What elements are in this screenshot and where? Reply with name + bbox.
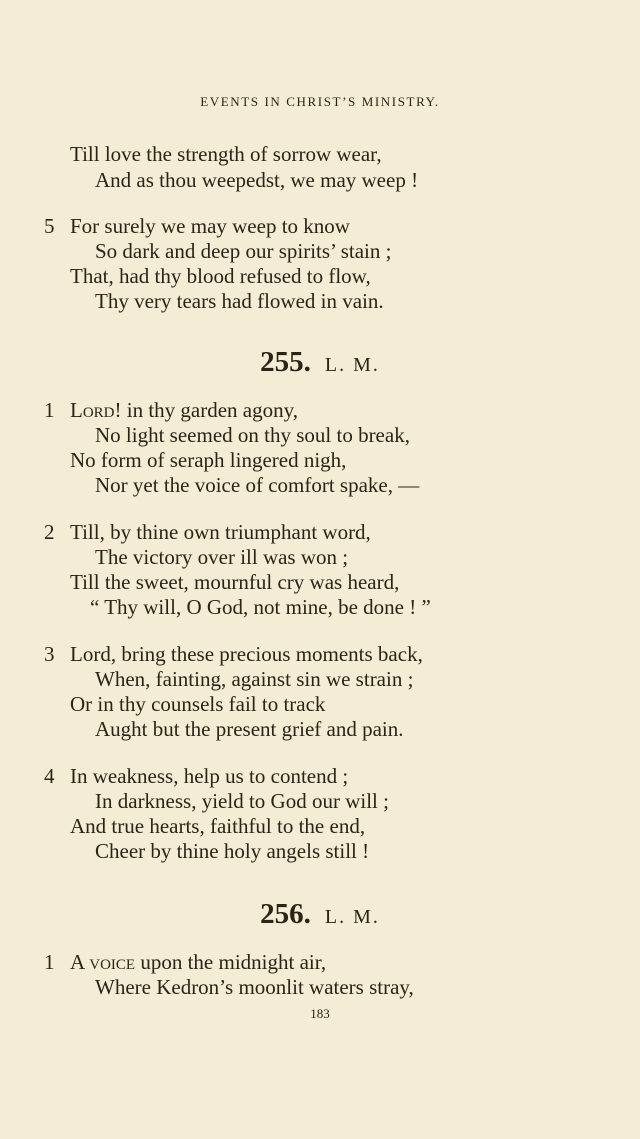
verse-line: No light seemed on thy soul to break, xyxy=(95,423,410,447)
verse-line-rest: ! in thy garden agony, xyxy=(114,398,299,422)
verse-line: And true hearts, faithful to the end, xyxy=(70,814,366,838)
stanza-number: 3 xyxy=(44,642,55,666)
verse-line: The victory over ill was won ; xyxy=(95,545,349,569)
verse-line: Till the sweet, mournful cry was heard, xyxy=(70,570,400,594)
hymn-number: 256. xyxy=(260,898,311,930)
stanza-number: 1 xyxy=(44,950,55,974)
stanza-number: 4 xyxy=(44,764,55,788)
verse-line xyxy=(70,950,326,974)
verse-line: Or in thy counsels fail to track xyxy=(70,692,326,716)
hymn-meter: L. M. xyxy=(324,354,380,376)
verse-line: Where Kedron’s moonlit waters stray, xyxy=(95,975,414,999)
hymn-meter: L. M. xyxy=(324,906,380,928)
verse-line: Thy very tears had flowed in vain. xyxy=(95,289,384,313)
verse-line: When, fainting, against sin we strain ; xyxy=(95,667,414,691)
verse-line xyxy=(70,398,298,422)
verse-line: That, had thy blood refused to flow, xyxy=(70,264,371,288)
verse-line-rest: upon the midnight air, xyxy=(135,950,327,974)
hymn-number: 255. xyxy=(260,346,311,378)
hymn-heading xyxy=(0,346,640,379)
small-caps-word: A voice xyxy=(70,950,136,974)
verse-line: And as thou weepedst, we may weep ! xyxy=(95,168,419,192)
verse-line: Nor yet the voice of comfort spake, — xyxy=(95,473,420,497)
hymn-heading xyxy=(0,898,640,931)
verse-line: “ Thy will, O God, not mine, be done ! ” xyxy=(90,595,431,619)
stanza-number: 1 xyxy=(44,398,55,422)
verse-line: In darkness, yield to God our will ; xyxy=(95,789,389,813)
verse-line: So dark and deep our spirits’ stain ; xyxy=(95,239,392,263)
verse-line: Aught but the present grief and pain. xyxy=(95,717,404,741)
verse-line: Lord, bring these precious moments back, xyxy=(70,642,423,666)
verse-line: No form of seraph lingered nigh, xyxy=(70,448,347,472)
page-number: 183 xyxy=(310,1006,330,1021)
stanza-number: 5 xyxy=(44,214,55,238)
verse-line: For surely we may weep to know xyxy=(70,214,350,238)
small-caps-word: Lord xyxy=(70,398,115,422)
running-head: EVENTS IN CHRIST’S MINISTRY. xyxy=(200,94,440,109)
verse-line: Till, by thine own triumphant word, xyxy=(70,520,371,544)
stanza-number: 2 xyxy=(44,520,55,544)
verse-line: Cheer by thine holy angels still ! xyxy=(95,839,370,863)
verse-line: In weakness, help us to contend ; xyxy=(70,764,349,788)
verse-line: Till love the strength of sorrow wear, xyxy=(70,142,382,166)
